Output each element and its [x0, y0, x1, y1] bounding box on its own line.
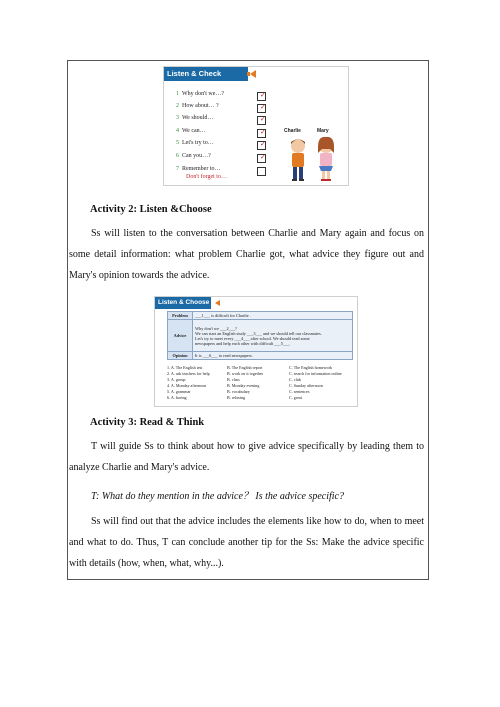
- check-item: 5 Let's try to…: [176, 140, 214, 146]
- check-item: 7 Remember to…: [176, 166, 221, 172]
- checkbox[interactable]: ✓: [257, 129, 266, 138]
- check-item: 1 Why don't we…?: [176, 91, 225, 97]
- option-row: 6. A. boring: [167, 395, 187, 400]
- slide-banner: Listen & Choose: [155, 297, 211, 309]
- teacher-question: T: What do they mention in the advice？ Is the advice specific?: [91, 491, 344, 502]
- checkbox[interactable]: ✓: [257, 154, 266, 163]
- check-item: 3 We should…: [176, 115, 214, 121]
- activity2-heading: Activity 2: Listen &Choose: [90, 204, 212, 215]
- activity3-heading: Activity 3: Read & Think: [90, 417, 205, 428]
- checkbox[interactable]: ✓: [257, 104, 266, 113]
- character-label: Mary: [317, 128, 329, 134]
- opinion-label: Opinion: [168, 352, 193, 360]
- activity3-paragraph: T will guide Ss to think about how to give advice specifically by leading them to analyze Charlie and Mary's advice.: [69, 441, 424, 473]
- activity2-paragraph: Ss will listen to the conversation between Charlie and Mary again and focus on some detail information: what problem Charlie got, what advice they figure out and Mary's opinion towards the advice.: [69, 228, 424, 281]
- option-row: 3. A. group: [167, 377, 186, 382]
- advice-label: Advice: [168, 320, 193, 352]
- option-row: 2. A. ask teachers for help: [167, 371, 210, 376]
- listen-choose-slide: Listen & Choose Problem ___1___ is difficult for Charlie . Advice Why don't we ___2___? We can start an English study ___3___ and we should tell our classmates. Let's try to meet every ___4___ after school. We should read some newspapers and help each other with difficult ___5___. Opinion It is ___6___ to read newspapers. 1. A. The English test B. The English report C. The English homework 2. A. ask teachers for help B. work on it together C. search for information online 3. A. group B. class C. club 4. A. Monday afternoon B. Monday evening C. Sunday afternoon 5. A. grammar B. vocabulary C. sentences 6. A. boring B. relaxing C. great: [154, 296, 358, 407]
- activity3-conclusion: Ss will find out that the advice includes the elements like how to do, when to meet and what to do. Thus, T can conclude another tip for the Ss: Make the advice specific with details (how, when, what, why...).: [69, 516, 424, 569]
- mary-figure: [318, 137, 334, 181]
- character-label: Charlie: [284, 128, 301, 134]
- check-item: 4 We can…: [176, 128, 206, 134]
- speaker-icon-cone[interactable]: [250, 70, 256, 78]
- problem-text: ___1___ is difficult for Charlie .: [193, 312, 353, 320]
- check-item: 6 Can you…?: [176, 153, 211, 159]
- option-row: 4. A. Monday afternoon: [167, 383, 207, 388]
- option-row: 5. A. grammar: [167, 389, 191, 394]
- checkbox[interactable]: ✓: [257, 116, 266, 125]
- checkbox[interactable]: ✓: [257, 141, 266, 150]
- characters-illustration: [284, 135, 344, 183]
- check-item-extra: Don't forget to…: [186, 174, 227, 180]
- speaker-icon[interactable]: [215, 300, 220, 306]
- checkbox[interactable]: ✓: [257, 92, 266, 101]
- listen-check-slide: [163, 66, 349, 186]
- advice-text: Why don't we ___2___? We can start an English study ___3___ and we should tell our classmates. Let's try to meet every ___4___ after school. We should read some newspapers and help each other with difficult ___5___.: [193, 320, 353, 352]
- slide-banner: Listen & Check: [164, 67, 248, 81]
- charlie-figure: [291, 139, 305, 181]
- option-row: 1. A. The English test: [167, 365, 203, 370]
- check-item: 2 How about… ?: [176, 103, 219, 109]
- problem-label: Problem: [168, 312, 193, 320]
- listen-choose-table: [167, 311, 353, 360]
- opinion-text: It is ___6___ to read newspapers.: [193, 352, 353, 360]
- checkbox[interactable]: [257, 167, 266, 176]
